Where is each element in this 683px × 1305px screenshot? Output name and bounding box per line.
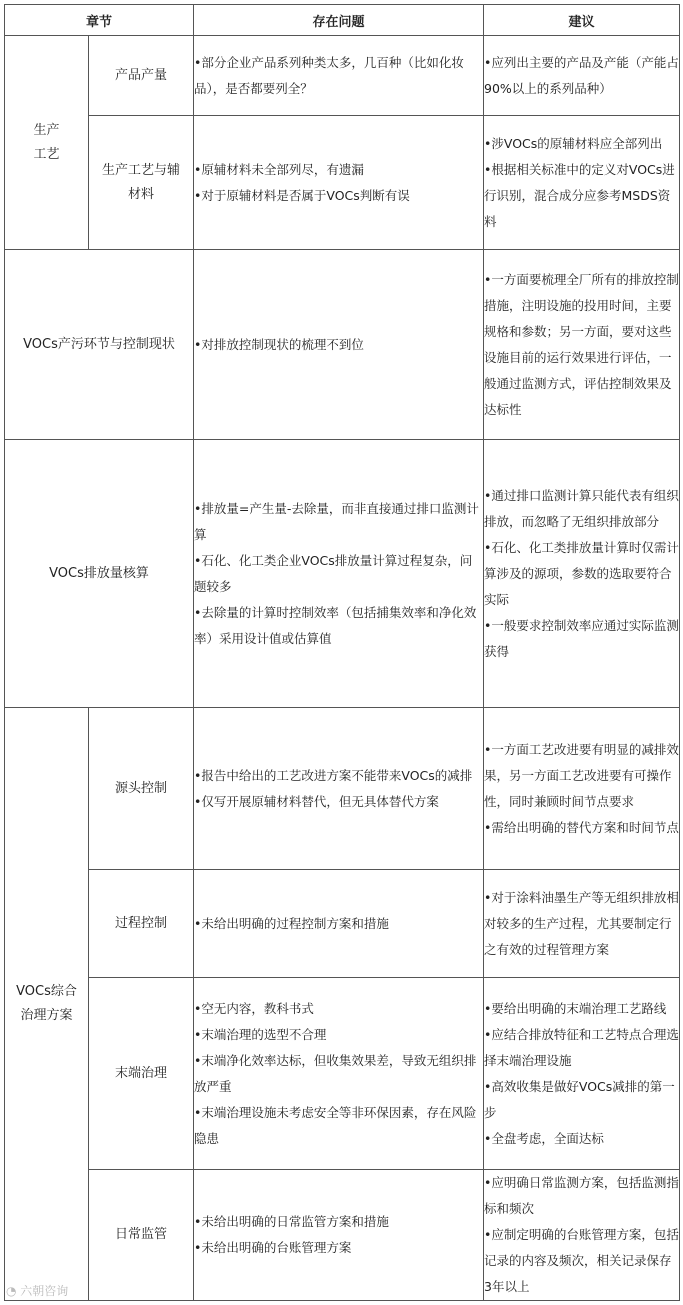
- subcategory-cell: [89, 1170, 194, 1301]
- header-issue: 存在问题: [194, 5, 484, 36]
- table-row: [5, 1170, 680, 1301]
- watermark-logo-icon: ◔: [6, 1284, 21, 1298]
- issue-item: •排放量=产生量-去除量，而非直接通过排口监测计算: [194, 500, 479, 542]
- advice-item: •一方面要梳理全厂所有的排放控制措施，注明设施的投用时间，主要规格和参数；另一方面，要对这些设施目前的运行效果进行评估，一般通过监测方式，评估控制效果及达标性: [484, 271, 679, 417]
- header-advice: 建议: [484, 5, 680, 36]
- category-cell: [5, 440, 194, 708]
- subcategory-cell: [89, 870, 194, 978]
- table-row: [5, 440, 680, 708]
- table-row: [5, 708, 680, 870]
- advice-item: •需给出明确的替代方案和时间节点: [484, 819, 679, 835]
- advice-cell: [484, 36, 680, 116]
- issue-item: •末端净化效率达标，但收集效果差，导致无组织排放严重: [194, 1052, 477, 1094]
- advice-cell: [484, 870, 680, 978]
- issue-item: •末端治理设施未考虑安全等非环保因素，存在风险隐患: [194, 1104, 477, 1146]
- subcategory-label: 日常监管: [115, 1227, 168, 1242]
- advice-item: •全盘考虑，全面达标: [484, 1130, 604, 1146]
- issue-cell: [194, 250, 484, 440]
- advice-item: •通过排口监测计算只能代表有组织排放，而忽略了无组织排放部分: [484, 487, 679, 529]
- advice-item: •应制定明确的台账管理方案，包括记录的内容及频次，相关记录保存3年以上: [484, 1227, 679, 1294]
- advice-cell: [484, 250, 680, 440]
- table-row: [5, 250, 680, 440]
- advice-cell: [484, 978, 680, 1170]
- issue-cell: [194, 978, 484, 1170]
- advice-item: •涉VOCs的原辅材料应全部列出: [484, 135, 663, 151]
- advice-item: •一般要求控制效率应通过实际监测获得: [484, 617, 679, 659]
- category-cell: [5, 708, 89, 1301]
- category-label: 生产 工艺: [33, 122, 60, 162]
- advice-cell: [484, 708, 680, 870]
- advice-item: •应明确日常监测方案，包括监测指标和频次: [484, 1175, 679, 1216]
- category-cell: [5, 250, 194, 440]
- category-label: VOCs综合 治理方案: [16, 984, 77, 1023]
- issue-cell: [194, 36, 484, 116]
- subcategory-cell: [89, 36, 194, 116]
- advice-item: •根据相关标准中的定义对VOCs进行识别，混合成分应参考MSDS资料: [484, 161, 675, 229]
- issue-item: •原辅材料未全部列尽，有遗漏: [194, 161, 364, 177]
- advice-item: •要给出明确的末端治理工艺路线: [484, 1000, 667, 1016]
- issue-item: •对于原辅材料是否属于VOCs判断有误: [194, 187, 410, 203]
- issue-cell: [194, 1170, 484, 1301]
- header-row: [5, 5, 680, 36]
- issue-cell: [194, 116, 484, 250]
- advice-item: •一方面工艺改进要有明显的减排效果，另一方面工艺改进要有可操作性，同时兼顾时间节点要求: [484, 741, 679, 809]
- subcategory-label: 生产工艺与辅 材料: [102, 162, 181, 202]
- category-label: VOCs排放量核算: [49, 565, 149, 581]
- table-row: [5, 870, 680, 978]
- subcategory-label: 源头控制: [115, 780, 168, 796]
- subcategory-cell: [89, 708, 194, 870]
- advice-item: •石化、化工类排放量计算时仅需计算涉及的源项，参数的选取要符合实际: [484, 539, 679, 607]
- subcategory-cell: [89, 116, 194, 250]
- advice-item: •高效收集是做好VOCs减排的第一步: [484, 1078, 675, 1120]
- issue-cell: [194, 440, 484, 708]
- advice-cell: [484, 1170, 680, 1301]
- watermark-text: 六朝咨询: [20, 1284, 69, 1298]
- issue-item: •石化、化工类企业VOCs排放量计算过程复杂，问题较多: [194, 552, 473, 594]
- advice-cell: [484, 116, 680, 250]
- issue-cell: [194, 708, 484, 870]
- table-row: [5, 116, 680, 250]
- advice-item: •应结合排放特征和工艺特点合理选择末端治理设施: [484, 1026, 679, 1068]
- issue-item: •报告中给出的工艺改进方案不能带来VOCs的减排: [194, 767, 473, 783]
- issue-item: •空无内容，教科书式: [194, 1000, 314, 1016]
- category-label: VOCs产污环节与控制现状: [23, 336, 175, 352]
- issue-item: •未给出明确的台账管理方案: [194, 1240, 352, 1255]
- header-section: 章节: [5, 5, 194, 36]
- issue-item: •仅写开展原辅材料替代，但无具体替代方案: [194, 793, 439, 809]
- review-table: [4, 4, 680, 1301]
- issue-item: •对排放控制现状的梳理不到位: [194, 336, 364, 352]
- table-row: [5, 978, 680, 1170]
- watermark: [6, 1282, 68, 1299]
- subcategory-label: 产品产量: [115, 67, 168, 83]
- advice-item: •对于涂料油墨生产等无组织排放相对较多的生产过程，尤其要制定行之有效的过程管理方案: [484, 889, 679, 957]
- table-row: [5, 36, 680, 116]
- issue-item: •未给出明确的过程控制方案和措施: [194, 915, 389, 931]
- subcategory-label: 过程控制: [115, 915, 168, 931]
- advice-cell: [484, 440, 680, 708]
- subcategory-label: 末端治理: [115, 1065, 168, 1081]
- category-cell: [5, 36, 89, 250]
- issue-item: •部分企业产品系列种类太多，几百种（比如化妆品），是否都要列全？: [194, 54, 464, 96]
- issue-item: •末端治理的选型不合理: [194, 1026, 327, 1042]
- issue-item: •未给出明确的日常监管方案和措施: [194, 1214, 389, 1229]
- issue-item: •去除量的计算时控制效率（包括捕集效率和净化效率）采用设计值或估算值: [194, 604, 477, 646]
- advice-item: •应列出主要的产品及产能（产能占90%以上的系列品种）: [484, 54, 679, 96]
- subcategory-cell: [89, 978, 194, 1170]
- issue-cell: [194, 870, 484, 978]
